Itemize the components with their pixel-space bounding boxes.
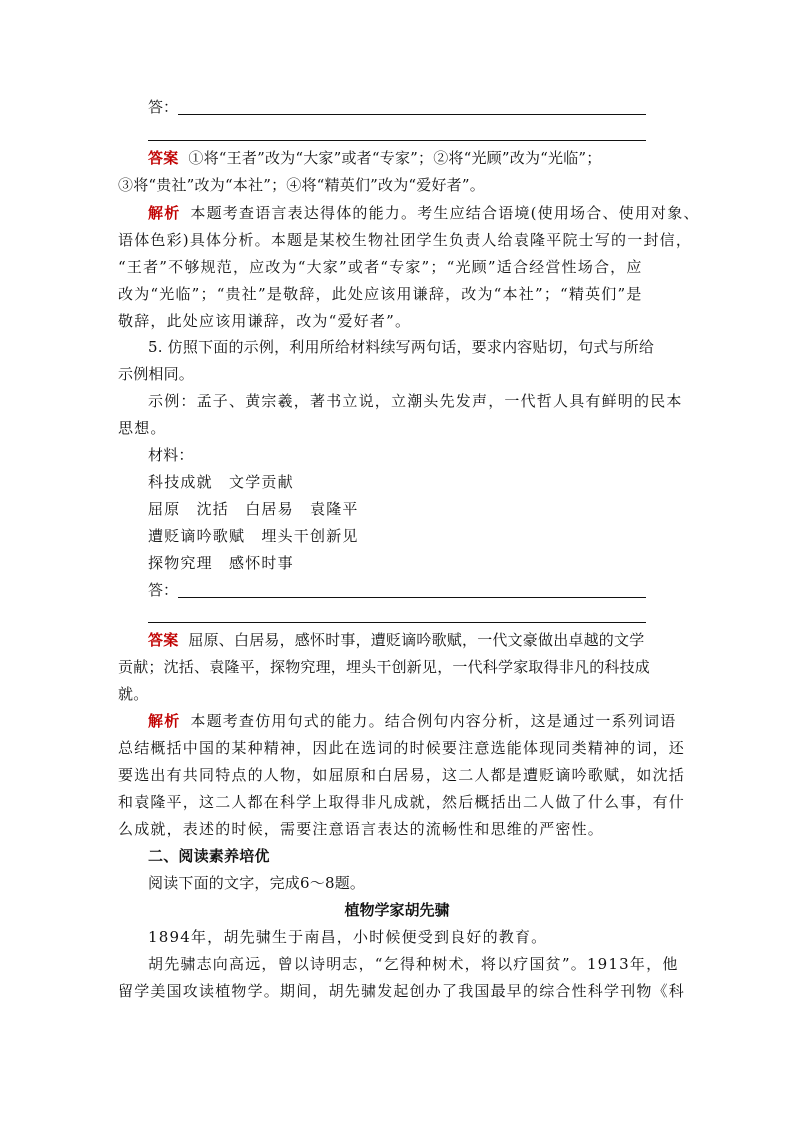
example-text: 思想。	[118, 419, 167, 437]
answer-line	[178, 597, 646, 598]
section-heading: 二、阅读素养培优	[148, 847, 270, 865]
instruction-text: 阅读下面的文字，完成6～8题。	[148, 874, 366, 892]
article-paragraph: 1894年，胡先骕生于南昌，小时候便受到良好的教育。	[148, 928, 548, 946]
analysis-text: 敬辞，此处应该用谦辞，改为“爱好者”。	[118, 312, 412, 330]
article-title: 植物学家胡先骕	[344, 901, 450, 919]
analysis-paragraph	[148, 200, 708, 227]
analysis-label: 解析	[148, 712, 181, 730]
article-paragraph: 胡先骕志向高远，曾以诗明志，“乞得种树术，将以疗国贫”。1913年，他	[148, 955, 679, 973]
answer-prompt: 答：	[148, 581, 179, 599]
analysis-text: 要选出有共同特点的人物，如屈原和白居易，这二人都是遭贬谪吟歌赋，如沈括	[118, 766, 686, 784]
answer-text: 屈原、白居易，感怀时事，遭贬谪吟歌赋，一代文豪做出卓越的文学	[188, 631, 645, 649]
answer-line	[148, 622, 646, 623]
material-item: 遭贬谪吟歌赋 埋头干创新见	[148, 527, 359, 545]
answer-line	[148, 140, 646, 141]
answer-prompt: 答：	[148, 98, 179, 116]
answer-paragraph	[148, 145, 693, 172]
question-text: 5. 仿照下面的示例，利用所给材料续写两句话，要求内容贴切，句式与所给	[148, 338, 655, 356]
analysis-text: 本题考查仿用句式的能力。结合例句内容分析，这是通过一系列词语	[190, 712, 677, 730]
answer-text: ③将“贵社”改为“本社”；④将“精英们”改为“爱好者”。	[118, 176, 485, 194]
analysis-text: 么成就，表述的时候，需要注意语言表达的流畅性和思维的严密性。	[118, 820, 605, 838]
material-label: 材料：	[148, 446, 194, 464]
analysis-text: 和袁隆平，这二人都在科学上取得非凡成就，然后概括出二人做了什么事，有什	[118, 793, 686, 811]
answer-label: 答案	[148, 631, 179, 649]
analysis-text: “王者”不够规范，应改为“大家”或者“专家”；“光顾”适合经営性场合，应	[118, 258, 643, 276]
answer-paragraph	[148, 627, 708, 654]
answer-text: ①将“王者”改为“大家”或者“专家”；②将“光顾”改为“光临”；	[188, 149, 602, 167]
analysis-text: 语体色彩)具体分析。本题是某校生物社团学生负责人给袁隆平院士写的一封信，	[118, 231, 693, 249]
analysis-text: 改为“光临”；“贵社”是敬辞，此处应该用谦辞，改为“本社”；“精英们”是	[118, 285, 643, 303]
answer-text: 贡献；沈括、袁隆平，探物究理，埋头干创新见，一代科学家取得非凡的科技成	[118, 658, 651, 676]
question-text: 示例相同。	[118, 365, 195, 383]
analysis-paragraph	[148, 708, 708, 735]
material-item: 科技成就 文学贡献	[148, 473, 294, 491]
answer-text: 就。	[118, 685, 149, 703]
analysis-text: 总结概括中国的某种精神，因此在选词的时候要注意选能体现同类精神的词，还	[118, 739, 686, 757]
article-paragraph: 留学美国攻读植物学。期间，胡先骕发起创办了我国最早的综合性科学刊物《科	[118, 982, 686, 1000]
analysis-text: 本题考查语言表达得体的能力。考生应结合语境(使用场合、使用对象、	[190, 204, 700, 222]
analysis-label: 解析	[148, 204, 181, 222]
answer-line	[178, 114, 646, 115]
example-text: 示例：孟子、黄宗羲，著书立说，立潮头先发声，一代哲人具有鲜明的民本	[148, 392, 683, 410]
material-item: 探物究理 感怀时事	[148, 554, 294, 572]
material-item: 屈原 沈括 白居易 袁隆平	[148, 500, 359, 518]
answer-label: 答案	[148, 149, 179, 167]
